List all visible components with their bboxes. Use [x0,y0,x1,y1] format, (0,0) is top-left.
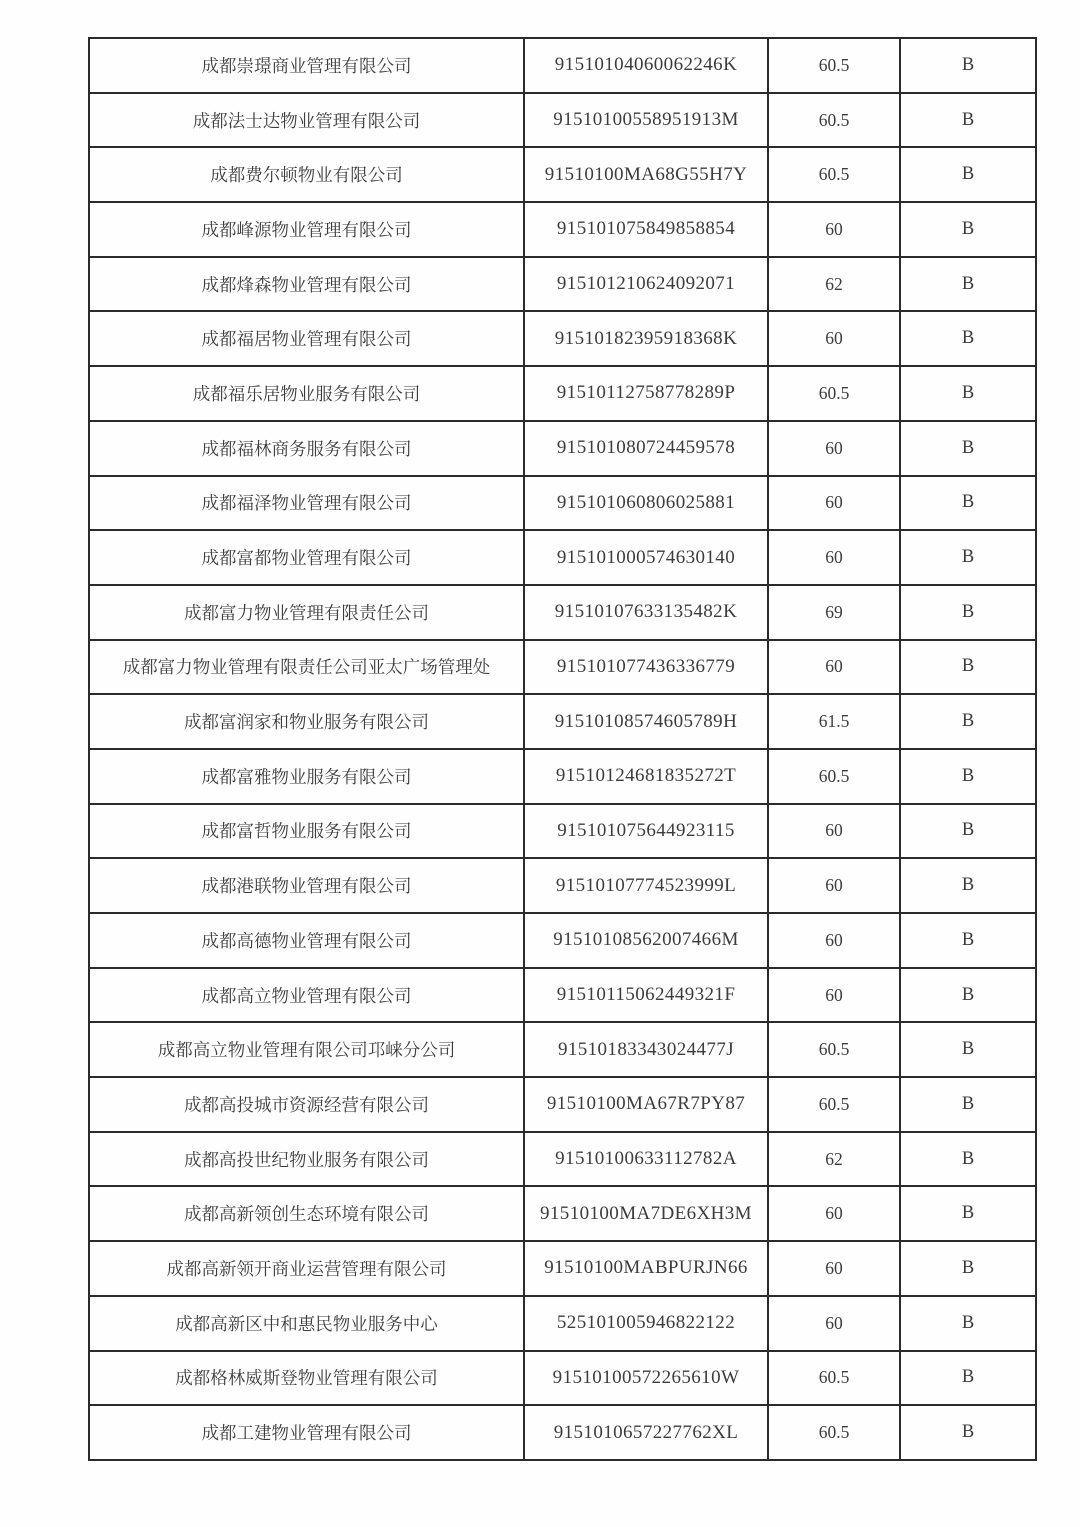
company-name-cell: 成都高立物业管理有限公司邛崃分公司 [89,1022,524,1077]
table-row [89,1077,1036,1132]
grade-cell: B [900,1022,1036,1077]
score-cell: 60 [768,1296,900,1351]
credit-code-cell: 525101005946822122 [524,1296,768,1351]
table-row [89,640,1036,695]
company-name-cell: 成都烽森物业管理有限公司 [89,257,524,312]
credit-code-cell: 91510182395918368K [524,311,768,366]
score-cell: 62 [768,257,900,312]
grade-cell: B [900,694,1036,749]
credit-code-cell: 91510107774523999L [524,858,768,913]
score-cell: 60 [768,421,900,476]
score-cell: 69 [768,585,900,640]
score-cell: 60 [768,1186,900,1241]
credit-code-cell: 91510100558951913M [524,93,768,148]
table-row [89,38,1036,93]
credit-code-cell: 91510100633112782A [524,1132,768,1187]
grade-cell: B [900,640,1036,695]
credit-code-cell: 915101075849858854 [524,202,768,257]
company-name-cell: 成都福居物业管理有限公司 [89,311,524,366]
grade-cell: B [900,858,1036,913]
company-name-cell: 成都港联物业管理有限公司 [89,858,524,913]
table-body [89,38,1036,1460]
grade-cell: B [900,311,1036,366]
credit-code-cell: 91510100MA67R7PY87 [524,1077,768,1132]
company-name-cell: 成都福乐居物业服务有限公司 [89,366,524,421]
table-row [89,1351,1036,1406]
table-row [89,1132,1036,1187]
score-cell: 61.5 [768,694,900,749]
company-name-cell: 成都峰源物业管理有限公司 [89,202,524,257]
score-cell: 60 [768,804,900,859]
grade-cell: B [900,585,1036,640]
credit-code-cell: 915101000574630140 [524,530,768,585]
grade-cell: B [900,366,1036,421]
company-name-cell: 成都高新领创生态环境有限公司 [89,1186,524,1241]
table-row [89,530,1036,585]
company-name-cell: 成都高投城市资源经营有限公司 [89,1077,524,1132]
table-row [89,968,1036,1023]
table-row [89,93,1036,148]
company-name-cell: 成都福林商务服务有限公司 [89,421,524,476]
score-cell: 60 [768,913,900,968]
company-name-cell: 成都工建物业管理有限公司 [89,1405,524,1460]
company-name-cell: 成都崇璟商业管理有限公司 [89,38,524,93]
credit-code-cell: 91510100572265610W [524,1351,768,1406]
company-name-cell: 成都高立物业管理有限公司 [89,968,524,1023]
table-row [89,257,1036,312]
score-cell: 60.5 [768,1022,900,1077]
table-row [89,476,1036,531]
company-name-cell: 成都富力物业管理有限责任公司亚太广场管理处 [89,640,524,695]
table-row [89,366,1036,421]
company-name-cell: 成都费尔顿物业有限公司 [89,147,524,202]
company-name-cell: 成都富哲物业服务有限公司 [89,804,524,859]
score-cell: 60.5 [768,147,900,202]
score-cell: 62 [768,1132,900,1187]
grade-cell: B [900,1351,1036,1406]
table-row [89,749,1036,804]
credit-code-cell: 91510100MA7DE6XH3M [524,1186,768,1241]
credit-code-cell: 915101210624092071 [524,257,768,312]
company-name-cell: 成都福泽物业管理有限公司 [89,476,524,531]
company-rating-table [88,37,1037,1461]
credit-code-cell: 91510183343024477J [524,1022,768,1077]
table-row [89,1405,1036,1460]
credit-code-cell: 91510115062449321F [524,968,768,1023]
score-cell: 60.5 [768,366,900,421]
grade-cell: B [900,749,1036,804]
credit-code-cell: 915101077436336779 [524,640,768,695]
grade-cell: B [900,421,1036,476]
score-cell: 60.5 [768,1077,900,1132]
table-row [89,1296,1036,1351]
grade-cell: B [900,1241,1036,1296]
grade-cell: B [900,147,1036,202]
score-cell: 60 [768,640,900,695]
score-cell: 60 [768,202,900,257]
table-row [89,147,1036,202]
company-name-cell: 成都高投世纪物业服务有限公司 [89,1132,524,1187]
credit-code-cell: 91510100MABPURJN66 [524,1241,768,1296]
score-cell: 60 [768,530,900,585]
company-name-cell: 成都富力物业管理有限责任公司 [89,585,524,640]
credit-code-cell: 91510124681835272T [524,749,768,804]
company-name-cell: 成都富雅物业服务有限公司 [89,749,524,804]
grade-cell: B [900,913,1036,968]
table-row [89,858,1036,913]
score-cell: 60 [768,968,900,1023]
table-row [89,585,1036,640]
score-cell: 60 [768,1241,900,1296]
table-row [89,1022,1036,1077]
company-name-cell: 成都富润家和物业服务有限公司 [89,694,524,749]
table-row [89,421,1036,476]
company-name-cell: 成都格林威斯登物业管理有限公司 [89,1351,524,1406]
credit-code-cell: 9151010657227762XL [524,1405,768,1460]
credit-code-cell: 915101060806025881 [524,476,768,531]
grade-cell: B [900,1296,1036,1351]
company-name-cell: 成都富都物业管理有限公司 [89,530,524,585]
score-cell: 60 [768,311,900,366]
company-name-cell: 成都高新区中和惠民物业服务中心 [89,1296,524,1351]
score-cell: 60.5 [768,38,900,93]
grade-cell: B [900,1132,1036,1187]
grade-cell: B [900,1077,1036,1132]
grade-cell: B [900,257,1036,312]
grade-cell: B [900,530,1036,585]
score-cell: 60.5 [768,93,900,148]
grade-cell: B [900,804,1036,859]
score-cell: 60 [768,858,900,913]
grade-cell: B [900,968,1036,1023]
table-row [89,1241,1036,1296]
company-name-cell: 成都高新领开商业运营管理有限公司 [89,1241,524,1296]
grade-cell: B [900,93,1036,148]
credit-code-cell: 915101075644923115 [524,804,768,859]
score-cell: 60.5 [768,749,900,804]
score-cell: 60.5 [768,1351,900,1406]
table-row [89,913,1036,968]
grade-cell: B [900,1405,1036,1460]
grade-cell: B [900,202,1036,257]
company-name-cell: 成都高德物业管理有限公司 [89,913,524,968]
company-name-cell: 成都法士达物业管理有限公司 [89,93,524,148]
table-row [89,1186,1036,1241]
credit-code-cell: 91510104060062246K [524,38,768,93]
credit-code-cell: 91510100MA68G55H7Y [524,147,768,202]
table-row [89,694,1036,749]
credit-code-cell: 91510108574605789H [524,694,768,749]
table-row [89,311,1036,366]
grade-cell: B [900,1186,1036,1241]
credit-code-cell: 91510112758778289P [524,366,768,421]
table-row [89,202,1036,257]
score-cell: 60 [768,476,900,531]
grade-cell: B [900,476,1036,531]
table-row [89,804,1036,859]
credit-code-cell: 91510108562007466M [524,913,768,968]
credit-code-cell: 91510107633135482K [524,585,768,640]
grade-cell: B [900,38,1036,93]
credit-code-cell: 915101080724459578 [524,421,768,476]
score-cell: 60.5 [768,1405,900,1460]
